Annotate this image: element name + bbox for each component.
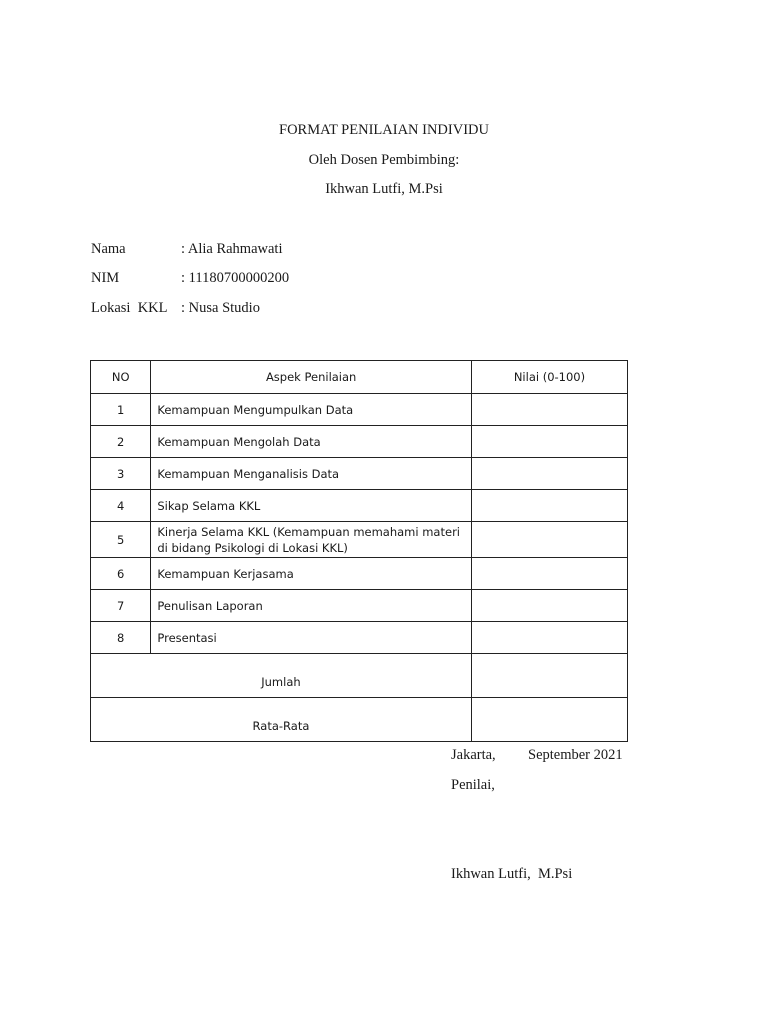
signature-city: Jakarta, <box>451 747 496 763</box>
info-row-lokasi <box>91 300 260 317</box>
header-aspek: Aspek Penilaian <box>151 361 472 394</box>
table-row <box>91 458 628 490</box>
row-nilai <box>471 590 627 622</box>
table-row <box>91 490 628 522</box>
nim-label: NIM <box>91 270 120 286</box>
row-nilai <box>471 426 627 458</box>
nama-value: : Alia Rahmawati <box>181 241 283 257</box>
row-no: 7 <box>91 590 151 622</box>
jumlah-label: Jumlah <box>91 654 472 698</box>
table-row <box>91 622 628 654</box>
signature-name: Ikhwan Lutfi, M.Psi <box>451 866 573 882</box>
row-aspek: Kemampuan Kerjasama <box>151 558 472 590</box>
row-nilai <box>471 622 627 654</box>
rata-rata-value <box>471 698 627 742</box>
jumlah-row <box>91 654 628 698</box>
document-title: FORMAT PENILAIAN INDIVIDU <box>279 122 489 138</box>
document-subtitle: Oleh Dosen Pembimbing: <box>308 152 460 168</box>
row-no: 6 <box>91 558 151 590</box>
row-no: 5 <box>91 522 151 558</box>
table-row <box>91 394 628 426</box>
row-aspek: Sikap Selama KKL <box>151 490 472 522</box>
row-aspek: Presentasi <box>151 622 472 654</box>
row-no: 3 <box>91 458 151 490</box>
table-row <box>91 426 628 458</box>
row-no: 8 <box>91 622 151 654</box>
row-nilai <box>471 458 627 490</box>
row-no: 2 <box>91 426 151 458</box>
table-row <box>91 558 628 590</box>
nim-value: : 11180700000200 <box>181 270 290 286</box>
row-aspek: Kinerja Selama KKL (Kemampuan memahami materi di bidang Psikologi di Lokasi KKL) <box>151 522 472 558</box>
info-row-nim <box>91 270 289 287</box>
rata-rata-label: Rata-Rata <box>91 698 472 742</box>
row-aspek: Kemampuan Menganalisis Data <box>151 458 472 490</box>
row-no: 1 <box>91 394 151 426</box>
info-row-nama <box>91 241 282 258</box>
rata-rata-row <box>91 698 628 742</box>
table-row <box>91 590 628 622</box>
header-nilai: Nilai (0-100) <box>471 361 627 394</box>
row-aspek: Kemampuan Mengolah Data <box>151 426 472 458</box>
nama-label: Nama <box>91 241 126 257</box>
row-aspek: Penulisan Laporan <box>151 590 472 622</box>
table-row <box>91 522 628 558</box>
header-no: NO <box>91 361 151 394</box>
grading-table <box>90 360 628 742</box>
row-nilai <box>471 394 627 426</box>
row-no: 4 <box>91 490 151 522</box>
table-header-row <box>91 361 628 394</box>
lokasi-value: : Nusa Studio <box>181 300 260 316</box>
lokasi-label: Lokasi KKL <box>91 300 168 316</box>
row-nilai <box>471 558 627 590</box>
supervisor-name: Ikhwan Lutfi, M.Psi <box>325 181 443 197</box>
row-nilai <box>471 490 627 522</box>
signature-role: Penilai, <box>451 777 495 793</box>
jumlah-value <box>471 654 627 698</box>
signature-date: September 2021 <box>528 747 623 763</box>
row-aspek: Kemampuan Mengumpulkan Data <box>151 394 472 426</box>
row-nilai <box>471 522 627 558</box>
